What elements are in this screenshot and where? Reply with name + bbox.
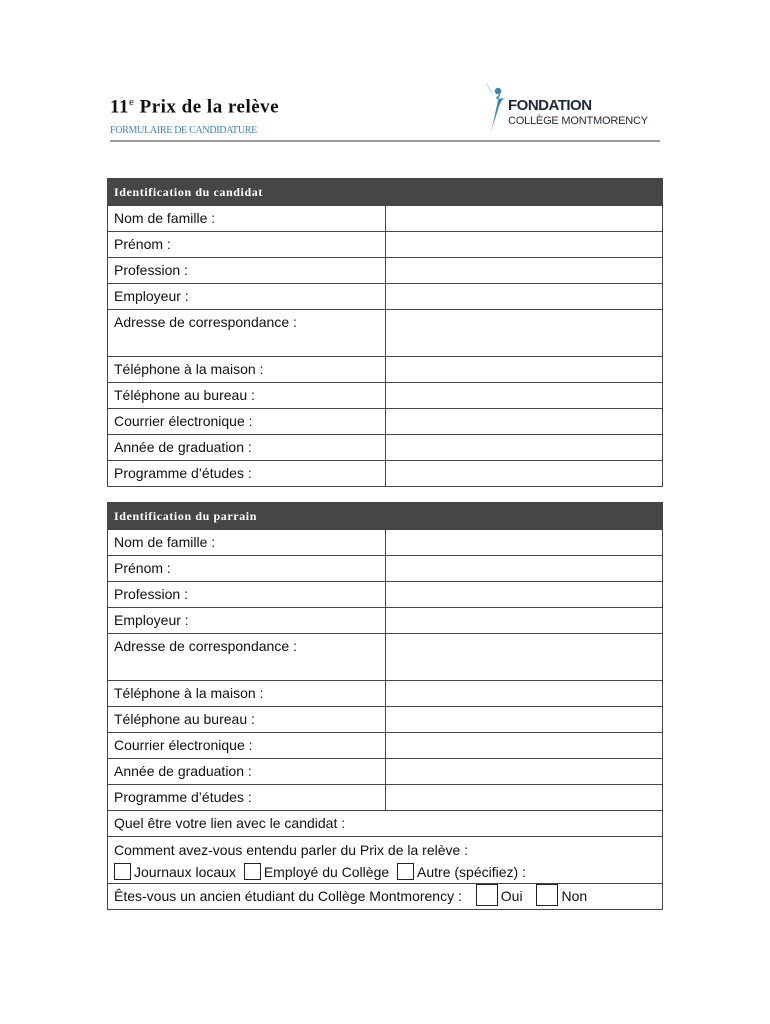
candidate-table <box>107 178 663 487</box>
table-row <box>108 310 663 357</box>
table-row <box>108 785 663 811</box>
sponsor-employer-field[interactable] <box>385 608 663 634</box>
field-label: Employeur : <box>108 608 386 634</box>
field-label: Année de graduation : <box>108 759 386 785</box>
form-subtitle: FORMULAIRE DE CANDIDATURE <box>110 125 257 136</box>
source-options <box>114 861 656 883</box>
logo-line-1: FONDATION <box>508 97 592 114</box>
field-label: Nom de famille : <box>108 206 386 232</box>
checkbox-other[interactable] <box>397 863 414 880</box>
sponsor-heading: Identification du parrain <box>108 503 663 530</box>
field-label: Nom de famille : <box>108 530 386 556</box>
field-label: Adresse de correspondance : <box>108 310 386 357</box>
sponsor-address-field[interactable] <box>385 634 663 681</box>
checkbox-local-newspapers[interactable] <box>114 863 131 880</box>
sponsor-work-phone-field[interactable] <box>385 707 663 733</box>
sponsor-last-name-field[interactable] <box>385 530 663 556</box>
table-row <box>108 530 663 556</box>
sponsor-first-name-field[interactable] <box>385 556 663 582</box>
table-row <box>108 409 663 435</box>
table-row <box>108 461 663 487</box>
source-cell <box>108 837 663 884</box>
home-phone-field[interactable] <box>385 357 663 383</box>
work-phone-field[interactable] <box>385 383 663 409</box>
table-row <box>108 707 663 733</box>
table-row <box>108 556 663 582</box>
sponsor-table <box>107 502 663 910</box>
table-row <box>108 383 663 409</box>
table-row <box>108 811 663 837</box>
sponsor-profession-field[interactable] <box>385 582 663 608</box>
alumni-question: Êtes-vous un ancien étudiant du Collège Montmorency : <box>114 888 462 904</box>
sponsor-email-field[interactable] <box>385 733 663 759</box>
field-label: Téléphone au bureau : <box>108 707 386 733</box>
employer-field[interactable] <box>385 284 663 310</box>
field-label: Téléphone au bureau : <box>108 383 386 409</box>
logo-figure-icon <box>484 80 510 138</box>
table-row <box>108 733 663 759</box>
email-field[interactable] <box>385 409 663 435</box>
foundation-logo <box>484 80 664 138</box>
form-title: 11e Prix de la relève <box>110 96 280 118</box>
table-row <box>108 357 663 383</box>
field-label: Année de graduation : <box>108 435 386 461</box>
source-question: Comment avez-vous entendu parler du Prix de la relève : <box>114 842 469 858</box>
field-label: Courrier électronique : <box>108 409 386 435</box>
option-label: Autre (spécifiez) : <box>417 864 526 880</box>
table-row <box>108 608 663 634</box>
field-label: Adresse de correspondance : <box>108 634 386 681</box>
table-row <box>108 284 663 310</box>
sponsor-graduation-year-field[interactable] <box>385 759 663 785</box>
sponsor-study-program-field[interactable] <box>385 785 663 811</box>
profession-field[interactable] <box>385 258 663 284</box>
first-name-field[interactable] <box>385 232 663 258</box>
address-field[interactable] <box>385 310 663 357</box>
graduation-year-field[interactable] <box>385 435 663 461</box>
option-label: Employé du Collège <box>263 864 390 880</box>
option-label: Non <box>561 888 588 904</box>
option-label: Journaux locaux <box>134 864 236 880</box>
table-row <box>108 258 663 284</box>
table-row <box>108 206 663 232</box>
sponsor-home-phone-field[interactable] <box>385 681 663 707</box>
field-label: Téléphone à la maison : <box>108 681 386 707</box>
table-row <box>108 634 663 681</box>
logo-line-2: COLLÈGE MONTMORENCY <box>508 115 648 127</box>
alumni-cell <box>108 884 663 910</box>
field-label: Prénom : <box>108 556 386 582</box>
table-row <box>108 837 663 884</box>
table-row <box>108 582 663 608</box>
last-name-field[interactable] <box>385 206 663 232</box>
table-row <box>108 232 663 258</box>
field-label: Téléphone à la maison : <box>108 357 386 383</box>
field-label: Programme d’études : <box>108 461 386 487</box>
table-row <box>108 884 663 910</box>
checkbox-college-employee[interactable] <box>244 863 261 880</box>
candidate-heading: Identification du candidat <box>108 179 663 206</box>
relation-question: Quel être votre lien avec le candidat : <box>114 815 346 831</box>
field-label: Programme d’études : <box>108 785 386 811</box>
field-label: Profession : <box>108 582 386 608</box>
table-row <box>108 681 663 707</box>
checkbox-yes[interactable] <box>476 884 498 906</box>
field-label: Profession : <box>108 258 386 284</box>
field-label: Employeur : <box>108 284 386 310</box>
table-row <box>108 435 663 461</box>
study-program-field[interactable] <box>385 461 663 487</box>
checkbox-no[interactable] <box>536 884 558 906</box>
field-label: Prénom : <box>108 232 386 258</box>
header-divider <box>110 140 660 142</box>
table-row <box>108 759 663 785</box>
option-label: Oui <box>500 888 523 904</box>
field-label: Courrier électronique : <box>108 733 386 759</box>
relation-field[interactable] <box>108 811 663 837</box>
